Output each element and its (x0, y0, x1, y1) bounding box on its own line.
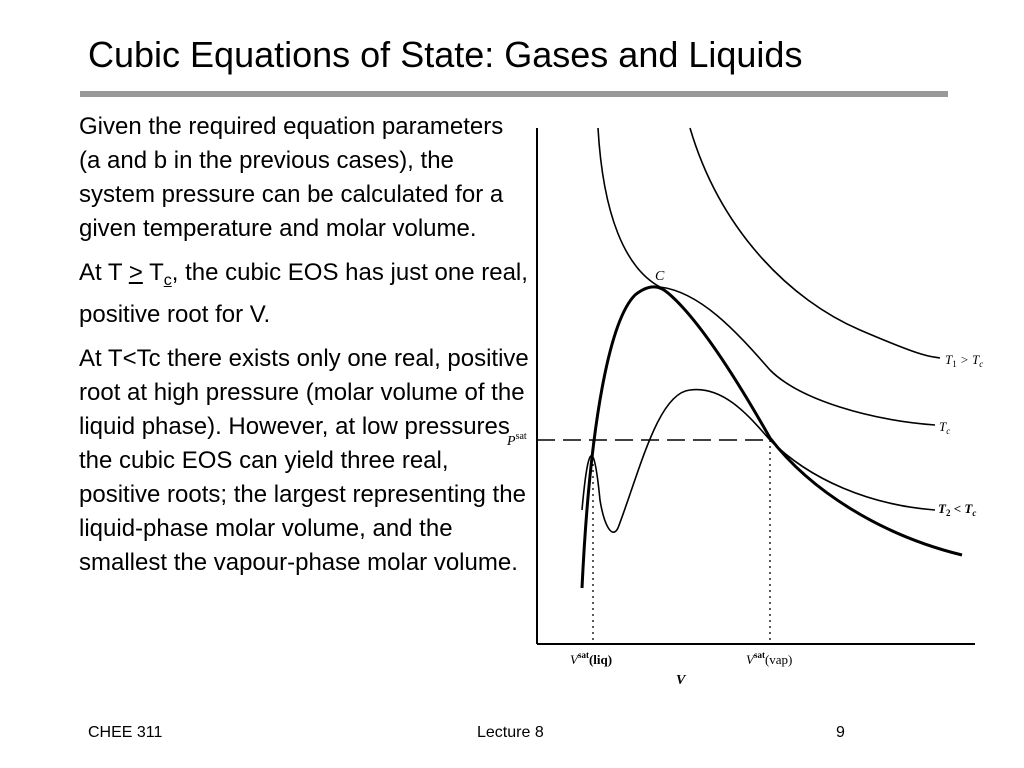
t1-main: T (945, 352, 953, 367)
t1-sub1: 1 (952, 359, 957, 369)
vvap-label (746, 650, 792, 667)
vliq-sup: sat (577, 650, 589, 660)
paragraph-equation-parameters: Given the required equation parameters (a and b in the previous cases), the system pressure can be calculated for a given temperature and molar volume. (79, 113, 504, 242)
isotherm-tc (598, 128, 935, 425)
paragraph-supercritical (79, 256, 529, 332)
t2-sub2: c (972, 508, 977, 518)
footer-course: CHEE 311 (88, 724, 163, 741)
label-t2 (938, 501, 976, 518)
psat-label-sup: sat (515, 431, 527, 442)
p2-t: T (142, 259, 164, 286)
paragraph-subcritical: At T<Tc there exists only one real, positive root at high pressure (molar volume of the liquid phase). However, at low pressures the cubic EOS can yield three real, positive roots; the largest representing the liquid-phase molar volume, and the smallest the vapour-phase molar volume. (79, 345, 529, 576)
p2-suffix: , the cubic EOS has just one real, positive root for V. (79, 259, 528, 328)
t1-sub2: c (979, 359, 984, 369)
t2-main: T (938, 501, 946, 516)
p2-sub: c (163, 272, 172, 289)
tc-sub: c (946, 426, 951, 436)
vliq-v: V (570, 652, 578, 667)
label-tc (939, 419, 950, 436)
vliq-paren: (liq) (588, 652, 613, 667)
critical-point-label: C (655, 269, 665, 284)
saturation-dome (582, 287, 962, 588)
vliq-label (570, 650, 612, 667)
v-axis-label: V (676, 673, 686, 688)
pv-isotherm-diagram (505, 110, 1005, 700)
t1-rel: > T (956, 352, 980, 367)
isotherm-t1 (690, 128, 940, 358)
vvap-paren: (vap) (764, 652, 793, 667)
t2-rel: < T (950, 501, 973, 516)
psat-label-main: P (507, 434, 516, 449)
p2-prefix: At T (79, 259, 129, 286)
tc-main: T (939, 419, 947, 434)
psat-label (506, 431, 527, 449)
slide-title: Cubic Equations of State: Gases and Liquids (88, 34, 803, 75)
p2-operator: > (128, 259, 143, 286)
label-t1 (945, 352, 983, 369)
t2-sub1: 2 (945, 508, 951, 518)
slide-body (79, 110, 529, 590)
vvap-sup: sat (753, 650, 765, 660)
title-divider (80, 91, 948, 97)
isotherm-t2 (582, 390, 935, 533)
footer-page-number: 9 (836, 724, 845, 741)
vvap-v: V (746, 652, 754, 667)
footer-lecture: Lecture 8 (477, 724, 544, 741)
